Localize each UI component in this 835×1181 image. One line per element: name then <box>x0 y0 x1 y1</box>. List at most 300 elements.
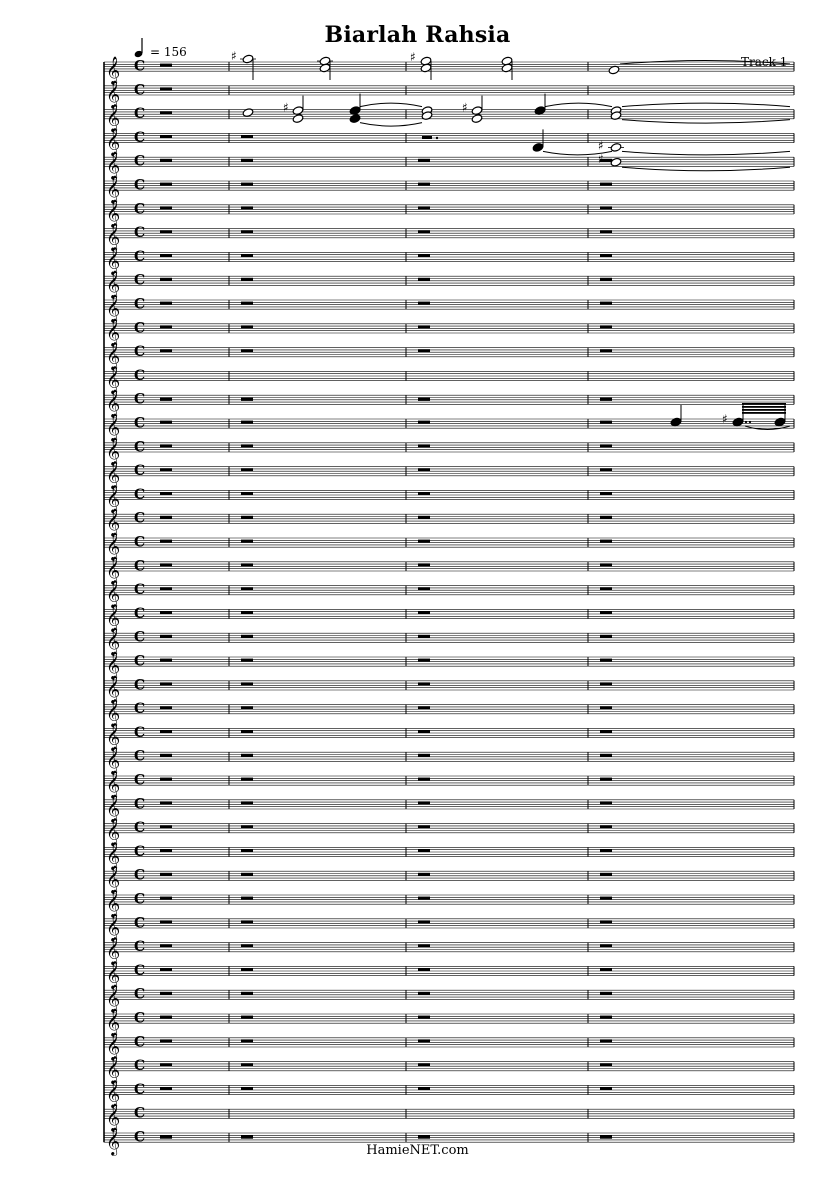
time-signature: C <box>134 1034 146 1051</box>
half-rest <box>160 992 172 995</box>
quarter-note <box>532 142 544 152</box>
half-rest <box>160 801 172 804</box>
treble-clef-icon: 𝄞 <box>106 746 121 775</box>
half-rest <box>241 349 253 352</box>
half-rest <box>241 183 253 186</box>
dotted-half-rest <box>422 136 432 139</box>
half-rest <box>160 421 172 424</box>
time-signature: C <box>134 1081 146 1098</box>
half-rest <box>160 159 172 162</box>
half-rest <box>241 516 253 519</box>
half-rest <box>600 682 612 685</box>
staff <box>104 318 794 347</box>
treble-clef-icon: 𝄞 <box>106 555 121 584</box>
treble-clef-icon: 𝄞 <box>106 1055 121 1084</box>
treble-clef-icon: 𝄞 <box>106 579 121 608</box>
whole-rest <box>241 398 253 401</box>
half-rest <box>160 135 172 138</box>
half-rest <box>418 801 430 804</box>
half-rest <box>418 611 430 614</box>
tie <box>545 103 612 107</box>
half-rest <box>160 825 172 828</box>
half-rest <box>600 706 612 709</box>
half-rest <box>160 897 172 900</box>
half-rest <box>160 635 172 638</box>
time-signature: C <box>134 510 146 527</box>
staff <box>104 270 794 299</box>
staff <box>104 699 794 728</box>
treble-clef-icon: 𝄞 <box>106 1103 121 1132</box>
half-rest <box>600 254 612 257</box>
half-rest <box>241 778 253 781</box>
time-signature: C <box>134 58 146 75</box>
half-rest <box>160 206 172 209</box>
staff <box>104 508 794 537</box>
staff <box>104 627 794 656</box>
treble-clef-icon: 𝄞 <box>106 722 121 751</box>
staff <box>104 413 794 442</box>
half-rest <box>600 325 612 328</box>
half-rest <box>600 230 612 233</box>
half-rest <box>241 611 253 614</box>
half-rest <box>241 849 253 852</box>
sharp-icon: ♯ <box>462 100 468 115</box>
half-rest <box>241 682 253 685</box>
treble-clef-icon: 𝄞 <box>106 341 121 370</box>
half-rest <box>418 563 430 566</box>
half-rest <box>418 706 430 709</box>
half-rest <box>160 1087 172 1090</box>
time-signature: C <box>134 986 146 1003</box>
treble-clef-icon: 𝄞 <box>106 246 121 275</box>
half-rest <box>418 659 430 662</box>
half-rest <box>160 302 172 305</box>
half-rest <box>241 1087 253 1090</box>
half-rest <box>241 230 253 233</box>
staff <box>104 389 794 418</box>
half-rest <box>160 754 172 757</box>
footer-credit: HamieNET.com <box>366 1143 469 1158</box>
half-rest <box>160 706 172 709</box>
time-signature: C <box>134 701 146 718</box>
half-rest <box>600 1039 612 1042</box>
augmentation-dot <box>749 421 751 423</box>
time-signature: C <box>134 796 146 813</box>
time-signature: C <box>134 296 146 313</box>
treble-clef-icon: 𝄞 <box>106 460 121 489</box>
half-rest <box>160 587 172 590</box>
treble-clef-icon: 𝄞 <box>106 484 121 513</box>
time-signature: C <box>134 1129 146 1146</box>
augmentation-dot <box>745 421 747 423</box>
half-rest <box>418 873 430 876</box>
staff <box>104 556 794 585</box>
half-rest <box>160 611 172 614</box>
half-rest <box>160 516 172 519</box>
beam <box>742 403 786 405</box>
staff <box>104 722 794 751</box>
whole-note <box>610 142 622 152</box>
half-rest <box>600 1087 612 1090</box>
treble-clef-icon: 𝄞 <box>106 103 121 132</box>
time-signature: C <box>134 177 146 194</box>
time-signature: C <box>134 534 146 551</box>
treble-clef-icon: 𝄞 <box>106 912 121 941</box>
treble-clef-icon: 𝄞 <box>106 317 121 346</box>
half-rest <box>241 492 253 495</box>
time-signature: C <box>134 915 146 932</box>
half-rest <box>418 444 430 447</box>
half-rest <box>418 278 430 281</box>
half-rest <box>160 349 172 352</box>
treble-clef-icon: 𝄞 <box>106 294 121 322</box>
sixty-fourth-note <box>774 417 786 427</box>
half-rest <box>241 159 253 162</box>
half-rest <box>600 730 612 733</box>
half-rest <box>600 920 612 923</box>
half-rest <box>160 254 172 257</box>
time-signature: C <box>134 201 146 218</box>
staff <box>104 841 794 870</box>
half-rest <box>600 516 612 519</box>
half-rest <box>600 183 612 186</box>
half-rest <box>418 1016 430 1019</box>
staff <box>104 746 794 775</box>
staff <box>104 342 794 371</box>
half-rest <box>160 944 172 947</box>
tempo-quarter-note-icon <box>134 38 144 58</box>
half-rest <box>160 87 172 90</box>
staff <box>104 1079 794 1108</box>
staff <box>104 603 794 632</box>
half-rest <box>418 587 430 590</box>
time-signature: C <box>134 153 146 170</box>
time-signature: C <box>134 891 146 908</box>
half-rest <box>160 778 172 781</box>
whole-rest <box>418 398 430 401</box>
treble-clef-icon: 𝄞 <box>106 936 121 965</box>
treble-clef-icon: 𝄞 <box>106 1127 121 1155</box>
half-rest <box>600 206 612 209</box>
beam <box>742 409 786 411</box>
half-rest <box>600 754 612 757</box>
half-rest <box>600 825 612 828</box>
treble-clef-icon: 𝄞 <box>106 627 121 656</box>
half-rest <box>418 849 430 852</box>
track-label: Track 1 <box>741 55 788 69</box>
half-rest <box>600 635 612 638</box>
half-rest <box>600 897 612 900</box>
half-rest <box>241 706 253 709</box>
treble-clef-icon: 𝄞 <box>106 817 121 846</box>
tie <box>622 151 790 155</box>
time-signature: C <box>134 867 146 884</box>
staff <box>104 818 794 847</box>
half-rest <box>160 278 172 281</box>
half-rest <box>418 492 430 495</box>
half-rest <box>418 349 430 352</box>
tie <box>745 426 790 430</box>
half-rest <box>241 254 253 257</box>
sharp-icon: ♯ <box>410 50 416 64</box>
time-signature: C <box>134 486 146 503</box>
half-rest <box>241 1063 253 1066</box>
sharp-icon: ♯ <box>598 138 604 153</box>
half-rest <box>241 920 253 923</box>
half-rest <box>241 563 253 566</box>
half-rest <box>241 1039 253 1042</box>
treble-clef-icon: 𝄞 <box>106 532 121 560</box>
staff <box>104 889 794 918</box>
staff <box>104 80 794 109</box>
half-rest <box>160 540 172 543</box>
treble-clef-icon: 𝄞 <box>106 175 121 203</box>
half-rest <box>600 278 612 281</box>
half-rest <box>160 230 172 233</box>
staff <box>104 1032 794 1061</box>
treble-clef-icon: 𝄞 <box>106 389 121 418</box>
staff <box>104 675 794 704</box>
half-rest <box>418 183 430 186</box>
beam <box>742 406 786 408</box>
half-rest <box>241 468 253 471</box>
half-rest <box>160 682 172 685</box>
staff <box>104 1103 794 1132</box>
half-rest <box>160 468 172 471</box>
half-rest <box>418 421 430 424</box>
half-rest <box>241 635 253 638</box>
half-rest <box>418 944 430 947</box>
half-rest <box>241 206 253 209</box>
time-signature: C <box>134 558 146 575</box>
treble-clef-icon: 𝄞 <box>106 56 121 84</box>
tempo-marking-value: = 156 <box>150 45 187 59</box>
treble-clef-icon: 𝄞 <box>106 151 121 180</box>
staff <box>104 865 794 894</box>
half-note <box>292 114 304 124</box>
time-signature: C <box>134 939 146 956</box>
staff <box>104 223 794 252</box>
treble-clef-icon: 𝄞 <box>106 1008 121 1036</box>
treble-clef-icon: 𝄞 <box>106 79 121 108</box>
time-signature: C <box>134 415 146 432</box>
half-rest <box>241 944 253 947</box>
staff <box>104 532 794 561</box>
half-rest <box>160 444 172 447</box>
half-rest <box>600 468 612 471</box>
treble-clef-icon: 𝄞 <box>106 984 121 1013</box>
half-rest <box>241 825 253 828</box>
whole-rest <box>160 1135 172 1138</box>
staff <box>104 580 794 609</box>
half-rest <box>160 968 172 971</box>
time-signature: C <box>134 1010 146 1027</box>
half-rest <box>241 540 253 543</box>
treble-clef-icon: 𝄞 <box>106 651 121 679</box>
treble-clef-icon: 𝄞 <box>106 436 121 465</box>
half-rest <box>600 1063 612 1066</box>
half-rest <box>600 801 612 804</box>
time-signature: C <box>134 391 146 408</box>
half-rest <box>418 920 430 923</box>
half-rest <box>418 302 430 305</box>
half-rest <box>418 992 430 995</box>
sharp-icon: ♯ <box>598 152 604 167</box>
time-signature: C <box>134 843 146 860</box>
staff <box>104 770 794 799</box>
time-signature: C <box>134 653 146 670</box>
half-rest <box>418 325 430 328</box>
half-rest <box>600 659 612 662</box>
time-signature: C <box>134 320 146 337</box>
half-rest <box>241 421 253 424</box>
tie <box>622 167 790 171</box>
treble-clef-icon: 𝄞 <box>106 793 121 822</box>
time-signature: C <box>134 748 146 765</box>
staff <box>104 1127 794 1156</box>
time-signature: C <box>134 344 146 361</box>
half-rest <box>160 730 172 733</box>
time-signature: C <box>134 225 146 242</box>
half-rest <box>600 944 612 947</box>
staff <box>104 461 794 490</box>
time-signature: C <box>134 582 146 599</box>
half-rest <box>160 64 172 67</box>
time-signature: C <box>134 367 146 384</box>
half-rest <box>418 1063 430 1066</box>
half-rest <box>241 444 253 447</box>
staff <box>104 1008 794 1037</box>
half-rest <box>600 849 612 852</box>
half-rest <box>241 587 253 590</box>
time-signature: C <box>134 677 146 694</box>
time-signature: C <box>134 1058 146 1075</box>
staff <box>104 794 794 823</box>
time-signature: C <box>134 1105 146 1122</box>
half-rest <box>600 778 612 781</box>
half-rest <box>418 825 430 828</box>
beam <box>742 412 786 414</box>
half-rest <box>160 492 172 495</box>
half-rest <box>160 183 172 186</box>
whole-rest <box>160 398 172 401</box>
treble-clef-icon: 𝄞 <box>106 508 121 537</box>
staff <box>104 984 794 1013</box>
staff <box>104 437 794 466</box>
treble-clef-icon: 𝄞 <box>106 865 121 894</box>
half-rest <box>600 587 612 590</box>
half-rest <box>600 444 612 447</box>
treble-clef-icon: 𝄞 <box>106 960 121 989</box>
half-rest <box>241 135 253 138</box>
staff <box>104 651 794 680</box>
staff <box>104 1056 794 1085</box>
tie <box>622 120 790 124</box>
treble-clef-icon: 𝄞 <box>106 770 121 798</box>
staff <box>104 246 794 275</box>
half-rest <box>600 611 612 614</box>
treble-clef-icon: 𝄞 <box>106 270 121 299</box>
half-rest <box>600 492 612 495</box>
whole-rest <box>241 1135 253 1138</box>
tie <box>360 123 422 127</box>
half-rest <box>600 421 612 424</box>
time-signature: C <box>134 272 146 289</box>
whole-note <box>610 157 622 167</box>
staff <box>104 913 794 942</box>
time-signature: C <box>134 605 146 622</box>
staff <box>104 199 794 228</box>
treble-clef-icon: 𝄞 <box>106 674 121 703</box>
half-rest <box>600 302 612 305</box>
half-rest <box>418 778 430 781</box>
half-rest <box>160 920 172 923</box>
treble-clef-icon: 𝄞 <box>106 222 121 251</box>
staff <box>104 960 794 989</box>
tie <box>360 103 422 107</box>
tie <box>622 103 790 107</box>
quarter-note <box>349 114 361 124</box>
half-rest <box>418 159 430 162</box>
treble-clef-icon: 𝄞 <box>106 889 121 917</box>
half-rest <box>241 992 253 995</box>
half-rest <box>418 230 430 233</box>
half-rest <box>241 325 253 328</box>
half-rest <box>418 254 430 257</box>
half-rest <box>600 873 612 876</box>
score-title: Biarlah Rahsia <box>324 22 511 48</box>
half-rest <box>418 682 430 685</box>
treble-clef-icon: 𝄞 <box>106 698 121 727</box>
sharp-icon: ♯ <box>283 100 289 115</box>
half-rest <box>418 540 430 543</box>
time-signature: C <box>134 724 146 741</box>
sixty-fourth-note <box>732 417 744 427</box>
time-signature: C <box>134 439 146 456</box>
staff <box>104 127 794 156</box>
half-rest <box>241 801 253 804</box>
staff <box>104 937 794 966</box>
staff <box>104 294 794 323</box>
half-rest <box>600 992 612 995</box>
treble-clef-icon: 𝄞 <box>106 413 121 441</box>
treble-clef-icon: 𝄞 <box>106 365 121 394</box>
half-rest <box>418 730 430 733</box>
whole-rest <box>600 398 612 401</box>
staff <box>104 484 794 513</box>
half-rest <box>241 302 253 305</box>
whole-rest <box>418 1135 430 1138</box>
half-rest <box>418 516 430 519</box>
half-note <box>242 108 254 118</box>
half-rest <box>160 1039 172 1042</box>
half-note <box>471 114 483 124</box>
time-signature: C <box>134 772 146 789</box>
half-rest <box>160 1063 172 1066</box>
whole-rest <box>600 1135 612 1138</box>
treble-clef-icon: 𝄞 <box>106 1031 121 1060</box>
treble-clef-icon: 𝄞 <box>106 1079 121 1108</box>
augmentation-dot <box>436 137 438 139</box>
staff <box>104 151 794 180</box>
time-signature: C <box>134 248 146 265</box>
half-rest <box>160 325 172 328</box>
treble-clef-icon: 𝄞 <box>106 603 121 632</box>
half-rest <box>241 754 253 757</box>
half-rest <box>241 659 253 662</box>
half-rest <box>418 468 430 471</box>
time-signature: C <box>134 129 146 146</box>
